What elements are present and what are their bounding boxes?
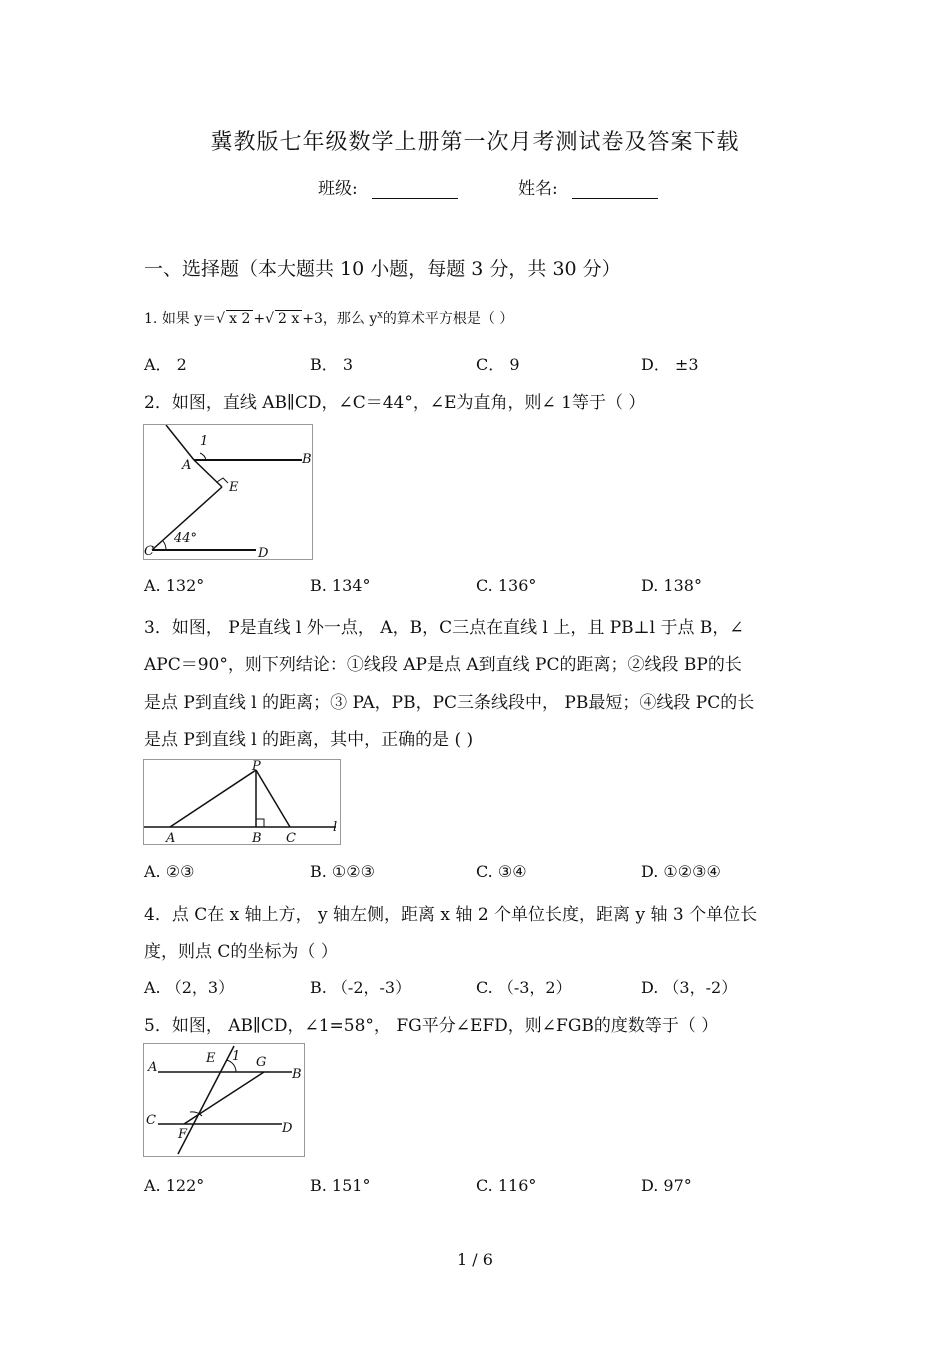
label-1: 1 — [200, 434, 209, 449]
label-c: C — [144, 544, 154, 559]
label-b: B — [252, 831, 262, 844]
label-a: A — [182, 458, 192, 473]
label-l: l — [333, 820, 338, 835]
q1-number: 1. — [144, 311, 158, 327]
q1-plus: + — [253, 311, 266, 327]
label-f: F — [178, 1127, 188, 1142]
q3-figure — [143, 759, 341, 845]
q1-option-c[interactable]: C． 9 — [476, 355, 520, 374]
right-angle-mark — [256, 819, 264, 827]
label-d: D — [282, 1121, 293, 1136]
q5-option-d[interactable]: D. 97° — [641, 1176, 692, 1195]
label-e: E — [206, 1051, 216, 1066]
bisector-fg — [184, 1072, 264, 1124]
q1-pre: 如果 y＝ — [161, 311, 217, 327]
q4-option-d[interactable]: D. （3，-2） — [641, 978, 738, 997]
question-3-line-1: 3．如图， P是直线 l 外一点， A，B，C三点在直线 l 上，且 PB⊥l 于点 B，∠ — [144, 618, 744, 638]
question-1 — [144, 308, 513, 328]
line-extension — [166, 425, 194, 460]
radical-2: √ 2 x — [265, 311, 302, 327]
question-3-line-4: 是点 P到直线 l 的距离，其中，正确的是 ( ) — [144, 730, 474, 750]
name-field — [518, 174, 658, 199]
q2-option-b[interactable]: B. 134° — [310, 576, 371, 595]
question-4-line-1: 4．点 C在 x 轴上方， y 轴左侧，距离 x 轴 2 个单位长度，距离 y 轴 3 个单位长 — [144, 905, 758, 925]
question-5: 5．如图， AB∥CD，∠1=58°， FG平分∠EFD，则∠FGB的度数等于（ ） — [144, 1016, 719, 1036]
segment-pa — [170, 770, 256, 827]
right-angle-mark — [217, 478, 228, 483]
q1-tail: 的算术平方根是（ ） — [382, 311, 514, 327]
page-number: 1 / 6 — [457, 1250, 493, 1269]
label-c: C — [286, 831, 296, 844]
q3-option-d[interactable]: D. ①②③④ — [641, 862, 721, 881]
q5-option-a[interactable]: A. 122° — [144, 1176, 205, 1195]
question-3-line-3: 是点 P到直线 l 的距离；③ PA，PB，PC三条线段中， PB最短；④线段 PC的长 — [144, 693, 755, 713]
label-a: A — [148, 1060, 158, 1075]
label-d: D — [258, 546, 269, 559]
q4-option-c[interactable]: C. （-3，2） — [476, 978, 572, 997]
q5-option-b[interactable]: B. 151° — [310, 1176, 371, 1195]
q3-option-c[interactable]: C. ③④ — [476, 862, 527, 881]
q2-figure — [143, 424, 313, 560]
radicand-2: 2 x — [275, 310, 302, 327]
label-44: 44° — [174, 531, 198, 546]
q5-figure — [143, 1043, 305, 1157]
label-1: 1 — [232, 1049, 241, 1064]
question-4-line-2: 度，则点 C的坐标为（ ） — [144, 942, 338, 962]
angle-1-arc — [200, 453, 206, 460]
label-b: B — [302, 452, 312, 467]
radicand-1: x 2 — [226, 310, 253, 327]
question-2: 2．如图，直线 AB∥CD，∠C＝44°，∠E为直角，则∠ 1等于（ ） — [144, 393, 646, 413]
angle-c-arc — [163, 541, 166, 550]
q1-option-a[interactable]: A． 2 — [144, 355, 187, 374]
question-3-line-2: APC＝90°，则下列结论：①线段 AP是点 A到直线 PC的距离；②线段 BP的长 — [144, 655, 742, 675]
label-g: G — [256, 1055, 267, 1070]
q1-option-d[interactable]: D． ±3 — [641, 355, 699, 374]
page-title: 冀教版七年级数学上册第一次月考测试卷及答案下载 — [210, 130, 740, 155]
q4-option-b[interactable]: B. （-2，-3） — [310, 978, 412, 997]
label-b: B — [292, 1067, 302, 1082]
line-ae — [194, 460, 222, 487]
label-a: A — [166, 831, 176, 844]
q2-option-c[interactable]: C. 136° — [476, 576, 537, 595]
q2-option-a[interactable]: A. 132° — [144, 576, 205, 595]
label-e: E — [229, 480, 239, 495]
name-label: 姓名: — [518, 179, 558, 199]
name-blank — [572, 180, 658, 199]
q3-option-b[interactable]: B. ①②③ — [310, 862, 375, 881]
q5-option-c[interactable]: C. 116° — [476, 1176, 537, 1195]
q1-post: +3，那么 y — [302, 311, 378, 327]
q2-option-d[interactable]: D. 138° — [641, 576, 702, 595]
section-heading: 一、选择题（本大题共 10 小题，每题 3 分，共 30 分） — [144, 258, 621, 280]
label-p: P — [252, 760, 261, 774]
q4-option-a[interactable]: A. （2，3） — [144, 978, 235, 997]
segment-pc — [256, 770, 290, 827]
radical-1: √ x 2 — [216, 311, 253, 327]
label-c: C — [146, 1113, 156, 1128]
q3-option-a[interactable]: A. ②③ — [144, 862, 195, 881]
class-field — [318, 174, 458, 199]
class-label: 班级: — [318, 179, 358, 199]
q1-exponent: x — [377, 309, 383, 321]
class-blank — [372, 180, 458, 199]
q1-option-b[interactable]: B． 3 — [310, 355, 354, 374]
